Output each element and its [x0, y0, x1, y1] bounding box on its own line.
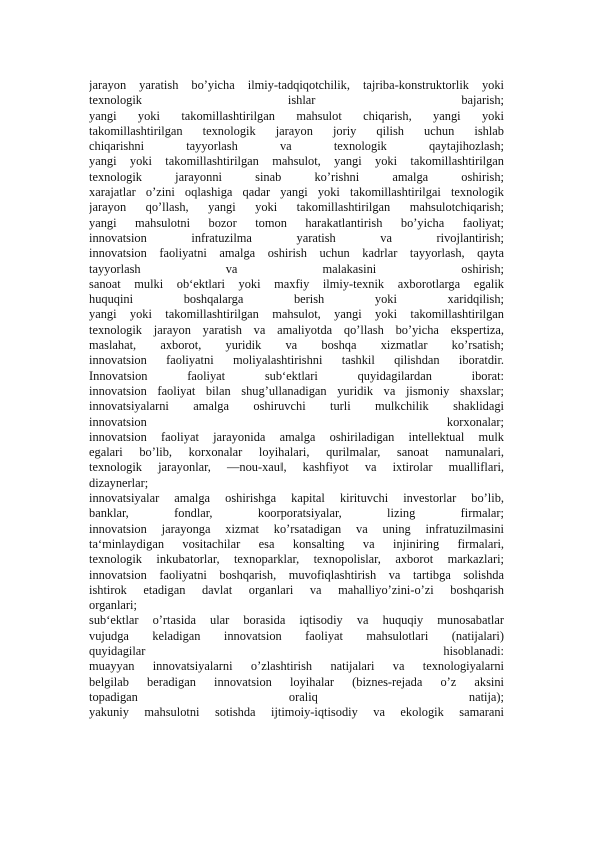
text-line: innovatsiyalar amalga oshirishga kapital kirituvchi investorlar bo’lib, — [89, 491, 504, 506]
text-line: jarayon qo’llash, yangi yoki takomillashtirilgan mahsulotchiqarish; — [89, 200, 504, 215]
text-line: innovatsion infratuzilma yaratish va rivojlantirish; — [89, 230, 504, 245]
text-line: sub‘ektlar o’rtasida ular borasida iqtisodiy va huquqiy munosabatlar — [89, 613, 504, 628]
text-line: jarayon yaratish bo’yicha ilmiy-tadqiqotchilik, tajriba-konstruktorlik yoki — [89, 78, 504, 92]
text-line: takomillashtirilgan texnologik jarayon joriy qilish uchun ishlab — [89, 123, 504, 138]
text-line: innovatsion faoliyatni moliyalashtirishni tashkil qilishdan iboratdir. — [89, 353, 504, 368]
text-line: topadigan oraliq natija); — [89, 689, 504, 704]
text-line: innovatsiyalarni amalga oshiruvchi turli mulkchilik shaklidagi — [89, 399, 504, 414]
text-line: yangi yoki takomillashtirilgan mahsulot, yangi yoki takomillashtirilgan — [89, 307, 504, 322]
text-line: belgilab beradigan innovatsion loyihalar (biznes-rejada o’z aksini — [89, 674, 504, 689]
text-line: texnologik jarayonlar, ―nou-xau‖, kashfiyot va ixtirolar mualliflari, — [89, 460, 504, 475]
text-line: yangi yoki takomillashtirilgan mahsulot, yangi yoki takomillashtirilgan — [89, 154, 504, 169]
document-page — [89, 78, 504, 720]
text-line: tayyorlash va malakasini oshirish; — [89, 261, 504, 276]
text-line: maslahat, axborot, yuridik va boshqa xizmatlar ko’rsatish; — [89, 338, 504, 353]
text-line: innovatsion jarayonga xizmat ko’rsatadigan va uning infratuzilmasini — [89, 521, 504, 536]
text-line: quyidagilar hisoblanadi: — [89, 643, 504, 658]
text-line: texnologik jarayon yaratish va amaliyotda qo’llash bo’yicha ekspertiza, — [89, 322, 504, 337]
text-line: huquqini boshqalarga berish yoki xaridqilish; — [89, 292, 504, 307]
text-line: chiqarishni tayyorlash va texnologik qaytajihozlash; — [89, 139, 504, 154]
text-line: Innovatsion faoliyat sub‘ektlari quyidagilardan iborat: — [89, 368, 504, 383]
text-line: innovatsion faoliyat bilan shug’ullanadigan yuridik va jismoniy shaxslar; — [89, 383, 504, 398]
text-line: texnologik ishlar bajarish; — [89, 93, 504, 108]
text-line: banklar, fondlar, koorporatsiyalar, lizing firmalar; — [89, 506, 504, 521]
text-line: ishtirok etadigan davlat organlari va mahalliyo’zini-o’zi boshqarish — [89, 582, 504, 597]
text-line: ta‘minlaydigan vositachilar esa konsalting va injiniring firmalari, — [89, 536, 504, 551]
text-line: organlari; — [89, 598, 137, 613]
text-line: egalari bo’lib, korxonalar loyihalari, qurilmalar, sanoat namunalari, — [89, 445, 504, 460]
text-line: sanoat mulki ob‘ektlari yoki maxfiy ilmiy-texnik axborotlarga egalik — [89, 276, 504, 291]
text-line: xarajatlar o’zini oqlashiga qadar yangi yoki takomillashtirilgai texnologik — [89, 185, 504, 200]
text-line: texnologik jarayonni sinab ko’rishni amalga oshirish; — [89, 169, 504, 184]
text-line: innovatsion faoliyatni amalga oshirish uchun kadrlar tayyorlash, qayta — [89, 246, 504, 261]
text-line: innovatsion faoliyatni boshqarish, muvofiqlashtirish va tartibga solishda — [89, 567, 504, 582]
text-line: vujudga keladigan innovatsion faoliyat mahsulotlari (natijalari) — [89, 628, 504, 643]
text-line: innovatsion faoliyat jarayonida amalga oshiriladigan intellektual mulk — [89, 429, 504, 444]
text-line: innovatsion korxonalar; — [89, 414, 504, 429]
text-line: yangi yoki takomillashtirilgan mahsulot chiqarish, yangi yoki — [89, 108, 504, 123]
text-line: dizaynerlar; — [89, 475, 149, 490]
text-line: muayyan innovatsiyalarni o’zlashtirish natijalari va texnologiyalarni — [89, 659, 504, 674]
text-line: texnologik inkubatorlar, texnoparklar, texnopolislar, axborot markazlari; — [89, 552, 504, 567]
text-line: yangi mahsulotni bozor tomon harakatlantirish bo’yicha faoliyat; — [89, 215, 504, 230]
text-line: yakuniy mahsulotni sotishda ijtimoiy-iqtisodiy va ekologik samarani — [89, 705, 504, 720]
